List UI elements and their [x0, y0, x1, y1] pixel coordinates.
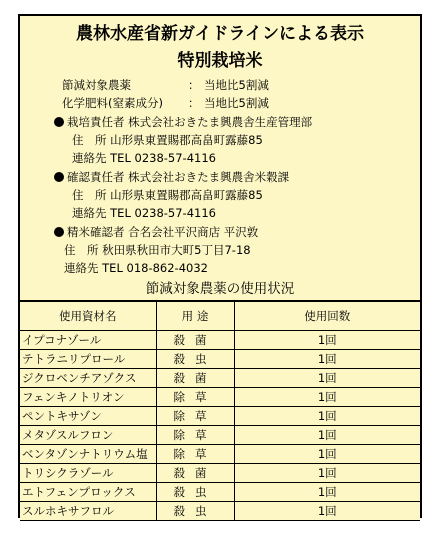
- confirmation-contact-label: 連絡先: [72, 206, 107, 220]
- material-name: エトフェンプロックス: [20, 483, 156, 502]
- table-row: [20, 369, 420, 388]
- material-name: ベンタゾンナトリウム塩: [20, 445, 156, 464]
- material-count: 1回: [234, 331, 420, 350]
- table-row: [20, 388, 420, 407]
- polishing-contact-label: 連絡先: [64, 261, 99, 275]
- material-count: 1回: [234, 483, 420, 502]
- usage-title: 節減対象農薬の使用状況: [20, 278, 420, 301]
- material-name: フェンキノトリオン: [20, 388, 156, 407]
- material-name: メタゾスルフロン: [20, 426, 156, 445]
- usage-table: [20, 301, 420, 521]
- material-count: 1回: [234, 464, 420, 483]
- material-count: 1回: [234, 407, 420, 426]
- material-count: 1回: [234, 426, 420, 445]
- column-header-count: 使用回数: [234, 302, 420, 331]
- material-purpose: 除草: [156, 426, 234, 445]
- material-count: 1回: [234, 350, 420, 369]
- material-count: 1回: [234, 502, 420, 521]
- cultivation-address-line: [72, 132, 263, 148]
- bullet-icon: [54, 172, 64, 182]
- material-name: ペントキサゾン: [20, 407, 156, 426]
- material-purpose: 殺虫: [156, 502, 234, 521]
- material-name: トリシクラゾール: [20, 464, 156, 483]
- material-count: 1回: [234, 388, 420, 407]
- material-count: 1回: [234, 445, 420, 464]
- confirmation-address-line: [72, 187, 263, 203]
- material-purpose: 殺菌: [156, 369, 234, 388]
- title-sub: 特別栽培米: [177, 51, 263, 71]
- fertilizer-reduction-colon: ：: [188, 96, 200, 110]
- cultivation-address: 山形県東置賜郡高畠町露藤85: [110, 133, 263, 147]
- title-main: 農林水産省新ガイドラインによる表示: [76, 24, 364, 44]
- polishing-address: 秋田県秋田市大町5丁目7-18: [102, 243, 251, 257]
- pesticide-reduction-colon: ：: [188, 78, 200, 92]
- column-header-purpose: 用 途: [156, 302, 234, 331]
- table-row: [20, 502, 420, 521]
- material-name: イプコナゾール: [20, 331, 156, 350]
- table-row: [20, 350, 420, 369]
- confirmation-manager-line: [54, 169, 289, 185]
- confirmation-address: 山形県東置賜郡高畠町露藤85: [110, 188, 263, 202]
- pesticide-reduction-line: [62, 77, 131, 93]
- pesticide-reduction-label: 節減対象農薬: [62, 78, 131, 92]
- confirmation-contact-line: [72, 205, 216, 221]
- polishing-name: 合名会社平沢商店 平沢敦: [128, 225, 259, 239]
- material-purpose: 殺虫: [156, 350, 234, 369]
- polishing-confirmer-line: [54, 224, 258, 240]
- polishing-contact-line: [64, 260, 208, 276]
- table-row: [20, 464, 420, 483]
- cultivation-manager-line: [54, 114, 312, 130]
- cultivation-name: 株式会社おきたま興農舎生産管理部: [128, 115, 313, 129]
- bullet-icon: [54, 117, 64, 127]
- table-row: [20, 426, 420, 445]
- confirmation-address-label: 住 所: [72, 188, 107, 202]
- table-row: [20, 331, 420, 350]
- column-header-material: 使用資材名: [20, 302, 156, 331]
- pesticide-reduction-value: 当地比5割減: [204, 78, 269, 92]
- material-purpose: 除草: [156, 388, 234, 407]
- polishing-contact: TEL 018-862-4032: [102, 261, 208, 275]
- table-row: [20, 483, 420, 502]
- confirmation-name: 株式会社おきたま興農舎米穀課: [128, 170, 290, 184]
- material-name: ジクロベンチアゾクス: [20, 369, 156, 388]
- bullet-icon: [54, 227, 64, 237]
- cultivation-role: 栽培責任者: [67, 115, 125, 129]
- material-purpose: 殺虫: [156, 483, 234, 502]
- material-purpose: 除草: [156, 407, 234, 426]
- usage-table-header-row: [20, 302, 420, 331]
- table-row: [20, 445, 420, 464]
- polishing-role: 精米確認者: [67, 225, 125, 239]
- confirmation-contact: TEL 0238-57-4116: [110, 206, 216, 220]
- table-row: [20, 407, 420, 426]
- polishing-address-line: [64, 242, 251, 258]
- cultivation-contact-label: 連絡先: [72, 151, 107, 165]
- label-header: [20, 16, 420, 279]
- cultivation-contact: TEL 0238-57-4116: [110, 151, 216, 165]
- fertilizer-reduction-value: 当地比5割減: [204, 96, 269, 110]
- material-count: 1回: [234, 369, 420, 388]
- fertilizer-reduction-label: 化学肥料(窒素成分): [62, 96, 163, 110]
- confirmation-role: 確認責任者: [67, 170, 125, 184]
- material-purpose: 殺菌: [156, 331, 234, 350]
- material-purpose: 殺菌: [156, 464, 234, 483]
- material-name: テトラニリプロール: [20, 350, 156, 369]
- material-name: スルホキサフロル: [20, 502, 156, 521]
- polishing-address-label: 住 所: [64, 243, 99, 257]
- cultivation-contact-line: [72, 150, 216, 166]
- label-box: [18, 14, 422, 518]
- material-purpose: 除草: [156, 445, 234, 464]
- cultivation-address-label: 住 所: [72, 133, 107, 147]
